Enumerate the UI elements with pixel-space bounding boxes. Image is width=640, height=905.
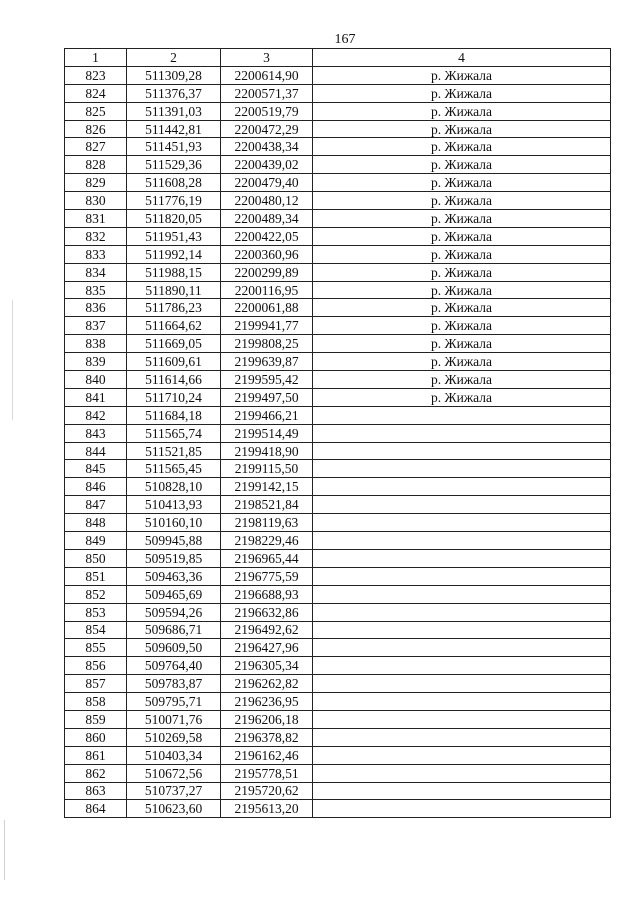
name-cell: р. Жижала [313, 174, 611, 192]
table-row [65, 478, 611, 496]
x-coordinate-cell: 511664,62 [127, 317, 221, 335]
table-row [65, 156, 611, 174]
point-number-cell: 843 [65, 424, 127, 442]
x-coordinate-cell: 510623,60 [127, 800, 221, 818]
table-row [65, 299, 611, 317]
table-row [65, 120, 611, 138]
x-coordinate-cell: 510413,93 [127, 496, 221, 514]
table-row [65, 549, 611, 567]
y-coordinate-cell: 2199808,25 [221, 335, 313, 353]
header-col-3: 3 [221, 49, 313, 67]
y-coordinate-cell: 2200061,88 [221, 299, 313, 317]
point-number-cell: 849 [65, 532, 127, 550]
point-number-cell: 840 [65, 371, 127, 389]
x-coordinate-cell: 510737,27 [127, 782, 221, 800]
y-coordinate-cell: 2199466,21 [221, 406, 313, 424]
table-row [65, 424, 611, 442]
name-cell: р. Жижала [313, 335, 611, 353]
x-coordinate-cell: 511786,23 [127, 299, 221, 317]
x-coordinate-cell: 510403,34 [127, 746, 221, 764]
y-coordinate-cell: 2199418,90 [221, 442, 313, 460]
point-number-cell: 854 [65, 621, 127, 639]
point-number-cell: 853 [65, 603, 127, 621]
y-coordinate-cell: 2200299,89 [221, 263, 313, 281]
table-row [65, 621, 611, 639]
y-coordinate-cell: 2199497,50 [221, 388, 313, 406]
x-coordinate-cell: 511565,74 [127, 424, 221, 442]
x-coordinate-cell: 511614,66 [127, 371, 221, 389]
table-body [65, 66, 611, 817]
x-coordinate-cell: 511442,81 [127, 120, 221, 138]
table-row [65, 227, 611, 245]
name-cell: р. Жижала [313, 299, 611, 317]
page-number: 167 [334, 32, 356, 47]
table-row [65, 66, 611, 84]
y-coordinate-cell: 2200571,37 [221, 84, 313, 102]
name-cell [313, 603, 611, 621]
point-number-cell: 825 [65, 102, 127, 120]
x-coordinate-cell: 509686,71 [127, 621, 221, 639]
y-coordinate-cell: 2198521,84 [221, 496, 313, 514]
name-cell: р. Жижала [313, 120, 611, 138]
point-number-cell: 826 [65, 120, 127, 138]
y-coordinate-cell: 2198229,46 [221, 532, 313, 550]
y-coordinate-cell: 2200614,90 [221, 66, 313, 84]
point-number-cell: 846 [65, 478, 127, 496]
x-coordinate-cell: 510672,56 [127, 764, 221, 782]
point-number-cell: 831 [65, 210, 127, 228]
name-cell [313, 549, 611, 567]
table-row [65, 460, 611, 478]
table-row [65, 639, 611, 657]
x-coordinate-cell: 511890,11 [127, 281, 221, 299]
point-number-cell: 838 [65, 335, 127, 353]
point-number-cell: 830 [65, 192, 127, 210]
table-row [65, 728, 611, 746]
name-cell [313, 585, 611, 603]
y-coordinate-cell: 2196427,96 [221, 639, 313, 657]
point-number-cell: 852 [65, 585, 127, 603]
table-row [65, 138, 611, 156]
y-coordinate-cell: 2196162,46 [221, 746, 313, 764]
y-coordinate-cell: 2195778,51 [221, 764, 313, 782]
y-coordinate-cell: 2200116,95 [221, 281, 313, 299]
y-coordinate-cell: 2200519,79 [221, 102, 313, 120]
x-coordinate-cell: 511376,37 [127, 84, 221, 102]
y-coordinate-cell: 2199941,77 [221, 317, 313, 335]
y-coordinate-cell: 2199639,87 [221, 353, 313, 371]
table-row [65, 514, 611, 532]
name-cell [313, 514, 611, 532]
name-cell: р. Жижала [313, 84, 611, 102]
point-number-cell: 842 [65, 406, 127, 424]
header-col-2: 2 [127, 49, 221, 67]
table-row [65, 800, 611, 818]
y-coordinate-cell: 2196378,82 [221, 728, 313, 746]
name-cell: р. Жижала [313, 210, 611, 228]
table-row [65, 84, 611, 102]
point-number-cell: 862 [65, 764, 127, 782]
name-cell [313, 532, 611, 550]
name-cell [313, 746, 611, 764]
y-coordinate-cell: 2196632,86 [221, 603, 313, 621]
table-row [65, 245, 611, 263]
table-row [65, 102, 611, 120]
table-row [65, 174, 611, 192]
x-coordinate-cell: 510269,58 [127, 728, 221, 746]
table-row [65, 263, 611, 281]
x-coordinate-cell: 511529,36 [127, 156, 221, 174]
name-cell: р. Жижала [313, 371, 611, 389]
point-number-cell: 844 [65, 442, 127, 460]
name-cell: р. Жижала [313, 192, 611, 210]
table-row [65, 585, 611, 603]
x-coordinate-cell: 511776,19 [127, 192, 221, 210]
point-number-cell: 836 [65, 299, 127, 317]
name-cell: р. Жижала [313, 388, 611, 406]
name-cell [313, 693, 611, 711]
point-number-cell: 864 [65, 800, 127, 818]
table-header-row [65, 49, 611, 67]
name-cell [313, 710, 611, 728]
y-coordinate-cell: 2199514,49 [221, 424, 313, 442]
coordinates-table [64, 48, 611, 818]
x-coordinate-cell: 509463,36 [127, 567, 221, 585]
point-number-cell: 858 [65, 693, 127, 711]
name-cell [313, 657, 611, 675]
y-coordinate-cell: 2196206,18 [221, 710, 313, 728]
x-coordinate-cell: 509519,85 [127, 549, 221, 567]
name-cell [313, 800, 611, 818]
name-cell: р. Жижала [313, 317, 611, 335]
y-coordinate-cell: 2196262,82 [221, 675, 313, 693]
y-coordinate-cell: 2196965,44 [221, 549, 313, 567]
y-coordinate-cell: 2200479,40 [221, 174, 313, 192]
x-coordinate-cell: 510828,10 [127, 478, 221, 496]
table-row [65, 317, 611, 335]
point-number-cell: 827 [65, 138, 127, 156]
x-coordinate-cell: 509594,26 [127, 603, 221, 621]
y-coordinate-cell: 2200360,96 [221, 245, 313, 263]
y-coordinate-cell: 2196236,95 [221, 693, 313, 711]
table-row [65, 192, 611, 210]
x-coordinate-cell: 509945,88 [127, 532, 221, 550]
point-number-cell: 835 [65, 281, 127, 299]
name-cell: р. Жижала [313, 281, 611, 299]
y-coordinate-cell: 2200438,34 [221, 138, 313, 156]
name-cell [313, 442, 611, 460]
point-number-cell: 861 [65, 746, 127, 764]
table-row [65, 210, 611, 228]
table-row [65, 675, 611, 693]
point-number-cell: 863 [65, 782, 127, 800]
name-cell [313, 764, 611, 782]
x-coordinate-cell: 511669,05 [127, 335, 221, 353]
y-coordinate-cell: 2195613,20 [221, 800, 313, 818]
table-row [65, 442, 611, 460]
name-cell [313, 424, 611, 442]
y-coordinate-cell: 2196305,34 [221, 657, 313, 675]
x-coordinate-cell: 510071,76 [127, 710, 221, 728]
point-number-cell: 847 [65, 496, 127, 514]
name-cell [313, 406, 611, 424]
table-row [65, 764, 611, 782]
point-number-cell: 855 [65, 639, 127, 657]
table-row [65, 335, 611, 353]
table-row [65, 657, 611, 675]
scan-edge-mark [4, 820, 5, 880]
y-coordinate-cell: 2199115,50 [221, 460, 313, 478]
name-cell [313, 621, 611, 639]
x-coordinate-cell: 509609,50 [127, 639, 221, 657]
scan-edge-mark [12, 300, 13, 420]
name-cell [313, 675, 611, 693]
table-row [65, 746, 611, 764]
point-number-cell: 834 [65, 263, 127, 281]
x-coordinate-cell: 511391,03 [127, 102, 221, 120]
header-col-1: 1 [65, 49, 127, 67]
x-coordinate-cell: 511565,45 [127, 460, 221, 478]
name-cell: р. Жижала [313, 227, 611, 245]
table-row [65, 532, 611, 550]
x-coordinate-cell: 511451,93 [127, 138, 221, 156]
y-coordinate-cell: 2199595,42 [221, 371, 313, 389]
x-coordinate-cell: 511684,18 [127, 406, 221, 424]
table-row [65, 371, 611, 389]
y-coordinate-cell: 2200439,02 [221, 156, 313, 174]
point-number-cell: 841 [65, 388, 127, 406]
x-coordinate-cell: 511608,28 [127, 174, 221, 192]
x-coordinate-cell: 511521,85 [127, 442, 221, 460]
x-coordinate-cell: 511309,28 [127, 66, 221, 84]
name-cell: р. Жижала [313, 66, 611, 84]
y-coordinate-cell: 2196688,93 [221, 585, 313, 603]
table-row [65, 388, 611, 406]
x-coordinate-cell: 510160,10 [127, 514, 221, 532]
point-number-cell: 824 [65, 84, 127, 102]
name-cell [313, 639, 611, 657]
point-number-cell: 832 [65, 227, 127, 245]
point-number-cell: 851 [65, 567, 127, 585]
name-cell [313, 567, 611, 585]
table-row [65, 281, 611, 299]
x-coordinate-cell: 509795,71 [127, 693, 221, 711]
name-cell: р. Жижала [313, 245, 611, 263]
name-cell: р. Жижала [313, 102, 611, 120]
name-cell: р. Жижала [313, 263, 611, 281]
y-coordinate-cell: 2200472,29 [221, 120, 313, 138]
name-cell [313, 478, 611, 496]
table-row [65, 353, 611, 371]
name-cell [313, 782, 611, 800]
name-cell [313, 496, 611, 514]
point-number-cell: 839 [65, 353, 127, 371]
x-coordinate-cell: 509783,87 [127, 675, 221, 693]
name-cell: р. Жижала [313, 353, 611, 371]
x-coordinate-cell: 511951,43 [127, 227, 221, 245]
table-row [65, 567, 611, 585]
table-row [65, 406, 611, 424]
y-coordinate-cell: 2199142,15 [221, 478, 313, 496]
y-coordinate-cell: 2200422,05 [221, 227, 313, 245]
x-coordinate-cell: 509764,40 [127, 657, 221, 675]
point-number-cell: 837 [65, 317, 127, 335]
x-coordinate-cell: 511988,15 [127, 263, 221, 281]
point-number-cell: 823 [65, 66, 127, 84]
table-row [65, 710, 611, 728]
x-coordinate-cell: 511710,24 [127, 388, 221, 406]
table-row [65, 693, 611, 711]
point-number-cell: 860 [65, 728, 127, 746]
y-coordinate-cell: 2196492,62 [221, 621, 313, 639]
x-coordinate-cell: 511992,14 [127, 245, 221, 263]
table-row [65, 496, 611, 514]
name-cell [313, 728, 611, 746]
point-number-cell: 833 [65, 245, 127, 263]
point-number-cell: 848 [65, 514, 127, 532]
x-coordinate-cell: 509465,69 [127, 585, 221, 603]
y-coordinate-cell: 2200489,34 [221, 210, 313, 228]
table-row [65, 603, 611, 621]
y-coordinate-cell: 2196775,59 [221, 567, 313, 585]
y-coordinate-cell: 2200480,12 [221, 192, 313, 210]
point-number-cell: 856 [65, 657, 127, 675]
point-number-cell: 828 [65, 156, 127, 174]
point-number-cell: 850 [65, 549, 127, 567]
name-cell [313, 460, 611, 478]
point-number-cell: 845 [65, 460, 127, 478]
x-coordinate-cell: 511820,05 [127, 210, 221, 228]
point-number-cell: 857 [65, 675, 127, 693]
point-number-cell: 829 [65, 174, 127, 192]
y-coordinate-cell: 2198119,63 [221, 514, 313, 532]
header-col-4: 4 [313, 49, 611, 67]
y-coordinate-cell: 2195720,62 [221, 782, 313, 800]
table-row [65, 782, 611, 800]
name-cell: р. Жижала [313, 138, 611, 156]
point-number-cell: 859 [65, 710, 127, 728]
name-cell: р. Жижала [313, 156, 611, 174]
x-coordinate-cell: 511609,61 [127, 353, 221, 371]
